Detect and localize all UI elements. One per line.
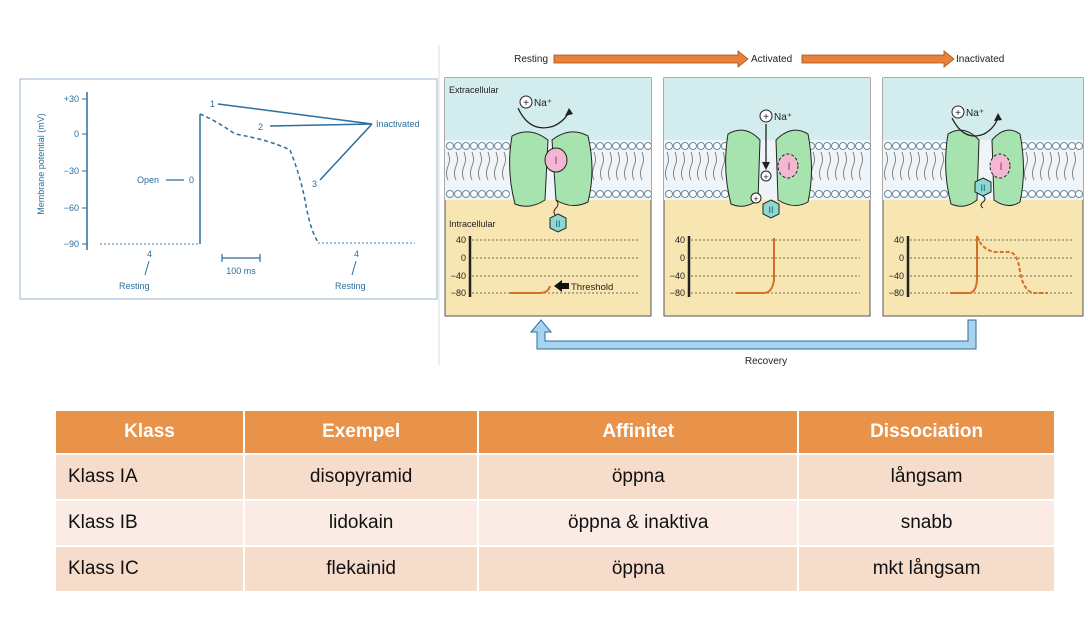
y-tick-label: −60 xyxy=(63,203,79,213)
trace-tick-label: −80 xyxy=(669,288,685,298)
phase-0-label: 0 xyxy=(189,175,195,185)
table-cell: öppna xyxy=(478,546,798,591)
intracellular-label: Intracellular xyxy=(449,219,496,229)
inactivated-label: Inactivated xyxy=(376,119,420,129)
na-label: Na⁺ xyxy=(966,108,985,119)
open-label: Open xyxy=(137,175,160,185)
resting-label-left: Resting xyxy=(119,281,150,291)
state-label-resting: Resting xyxy=(514,54,548,65)
phase-1-label: 1 xyxy=(210,99,216,109)
resting-label-right: Resting xyxy=(335,281,366,291)
trace-tick-label: 0 xyxy=(460,253,466,263)
phase-3-label: 3 xyxy=(312,179,318,189)
plus-sign: + xyxy=(955,108,961,119)
header-affinitet: Affinitet xyxy=(478,411,798,454)
table-cell: Klass IA xyxy=(56,454,244,500)
time-scale-label: 100 ms xyxy=(226,266,256,276)
phase-4-label-left: 4 xyxy=(147,249,153,259)
trace-tick-label: −80 xyxy=(888,288,904,298)
table-header-row xyxy=(56,411,1054,454)
table-cell: mkt långsam xyxy=(798,546,1054,591)
trace-tick-label: −40 xyxy=(450,271,466,281)
table-cell: långsam xyxy=(798,454,1054,500)
state-label-activated: Activated xyxy=(751,54,793,65)
state-arrow-2 xyxy=(802,51,954,67)
table-cell: Klass IC xyxy=(56,546,244,591)
trace-tick-label: −80 xyxy=(450,288,466,298)
plus-sign: + xyxy=(763,112,769,123)
y-tick-label: −90 xyxy=(63,239,79,249)
gate-m-label: I xyxy=(999,161,1003,173)
action-potential-graph xyxy=(20,79,437,299)
recovery-arrow xyxy=(531,320,976,349)
y-tick-label: −30 xyxy=(63,166,79,176)
sodium-channel-diagram xyxy=(439,45,1083,367)
table-row xyxy=(56,546,1054,591)
state-label-inactivated: Inactivated xyxy=(956,54,1005,65)
plus-sign: + xyxy=(763,172,769,182)
plus-sign: + xyxy=(523,98,529,109)
y-tick-label: 0 xyxy=(73,129,79,139)
table-cell: öppna xyxy=(478,454,798,500)
na-label: Na⁺ xyxy=(774,112,793,123)
table-cell: öppna & inaktiva xyxy=(478,500,798,546)
table-row xyxy=(56,454,1054,500)
y-tick-label: +30 xyxy=(63,94,79,104)
phase-4-label-right: 4 xyxy=(354,249,360,259)
table-cell: lidokain xyxy=(244,500,478,546)
trace-tick-label: 40 xyxy=(455,235,466,245)
threshold-label: Threshold xyxy=(571,282,614,293)
recovery-label: Recovery xyxy=(744,356,788,367)
panel-inactivated xyxy=(883,78,1083,316)
table-cell: snabb xyxy=(798,500,1054,546)
trace-tick-label: −40 xyxy=(669,271,685,281)
trace-tick-label: −40 xyxy=(888,271,904,281)
table-cell: flekainid xyxy=(244,546,478,591)
na-label: Na⁺ xyxy=(534,98,553,109)
gate-m-label: I xyxy=(787,161,791,173)
state-arrow-1 xyxy=(554,51,748,67)
gate-h-label: II xyxy=(768,205,774,215)
trace-tick-label: 40 xyxy=(893,235,904,245)
panel-activated xyxy=(664,78,871,316)
phase-2-label: 2 xyxy=(258,122,264,132)
graph-y-axis-label: Membrane potential (mV) xyxy=(36,113,46,215)
panel-resting xyxy=(445,78,652,316)
gate-h-label: II xyxy=(555,219,561,229)
header-dissociation: Dissociation xyxy=(798,411,1054,454)
table-cell: Klass IB xyxy=(56,500,244,546)
gate-h-label: II xyxy=(980,183,986,193)
trace-tick-label: 40 xyxy=(674,235,685,245)
extracellular-label: Extracellular xyxy=(449,85,499,95)
plus-sign: + xyxy=(753,194,759,204)
header-exempel: Exempel xyxy=(244,411,478,454)
table-cell: disopyramid xyxy=(244,454,478,500)
header-klass: Klass xyxy=(56,411,244,454)
gate-m-label: I xyxy=(554,155,558,167)
drug-class-table xyxy=(56,411,1054,591)
trace-tick-label: 0 xyxy=(898,253,904,263)
table-row xyxy=(56,500,1054,546)
trace-tick-label: 0 xyxy=(679,253,685,263)
